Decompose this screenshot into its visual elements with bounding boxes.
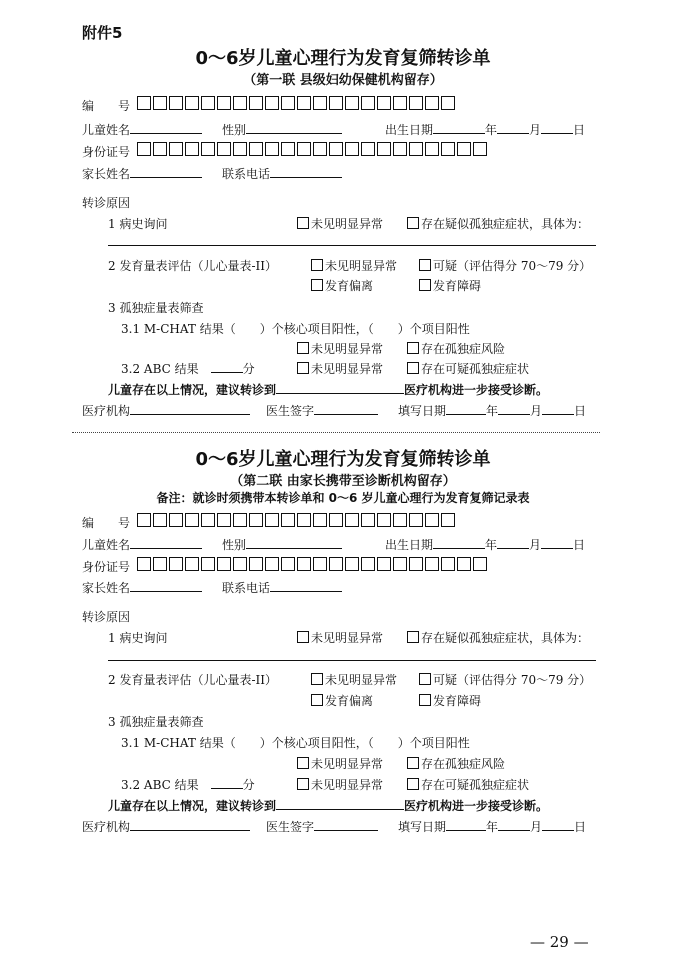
gender-field[interactable] <box>246 122 342 134</box>
child-name-row <box>82 121 202 138</box>
parent-name-row <box>82 165 202 182</box>
opt-autism-risk-1[interactable]: 存在孤独症风险 <box>407 340 505 357</box>
phone-label: 联系电话 <box>222 167 271 181</box>
opt-doubtful-1[interactable]: 可疑（评估得分 70～79 分） <box>419 257 591 274</box>
item3-label: 3 孤独症量表筛查 <box>108 715 204 729</box>
opt-suspected-autism-1[interactable]: 存在可疑孤独症症状 <box>407 360 529 377</box>
referral-row: 儿童存在以上情况，建议转诊到 医疗机构进一步接受诊断。 <box>108 799 549 813</box>
item1-label: 1 病史询问 <box>108 631 168 645</box>
child-name-field[interactable] <box>130 122 202 134</box>
attachment-label: 附件5 <box>82 24 123 42</box>
number-label: 编 号 <box>82 99 131 113</box>
form-subtitle-1: （第一联 县级妇幼保健机构留存） <box>243 73 443 88</box>
birth-date-row <box>385 121 585 138</box>
reason-title: 转诊原因 <box>82 196 131 210</box>
gender-label: 性别 <box>222 123 247 137</box>
form-title-1: 0～6岁儿童心理行为发育复筛转诊单 <box>195 48 491 69</box>
opt-doubtful-2[interactable]: 可疑（评估得分 70～79 分） <box>419 671 591 688</box>
opt-suspected-autism-2[interactable]: 存在可疑孤独症症状 <box>407 776 529 793</box>
item32-row: 3.2 ABC 结果 分 <box>121 778 255 792</box>
phone-row: 联系电话 <box>222 579 342 596</box>
doctor-row: 医生签字 <box>266 818 378 835</box>
gender-row: 性别 <box>222 536 342 553</box>
institution-row: 医疗机构 <box>82 402 250 419</box>
child-name-label: 儿童姓名 <box>82 123 131 137</box>
opt-no-abnormal-1[interactable]: 未见明显异常 <box>297 215 383 232</box>
number-boxes[interactable] <box>137 513 455 527</box>
phone-field[interactable] <box>270 166 342 178</box>
opt-no-abnormal-8[interactable]: 未见明显异常 <box>297 776 383 793</box>
gender-row <box>222 121 342 138</box>
opt-autism-risk-2[interactable]: 存在孤独症风险 <box>407 755 505 772</box>
referral-row: 儿童存在以上情况，建议转诊到 医疗机构进一步接受诊断。 <box>108 383 549 397</box>
opt-no-abnormal-3[interactable]: 未见明显异常 <box>297 340 383 357</box>
opt-dev-deviation-2[interactable]: 发育偏离 <box>311 692 373 709</box>
opt-no-abnormal-2[interactable]: 未见明显异常 <box>311 257 397 274</box>
form-subtitle-2: （第二联 由家长携带至诊断机构留存） <box>230 474 456 489</box>
specify-line-2[interactable] <box>108 660 596 661</box>
opt-no-abnormal-6[interactable]: 未见明显异常 <box>311 671 397 688</box>
item31-label: 3.1 M-CHAT 结果（ ）个核心项目阳性，（ ）个项目阳性 <box>121 736 470 750</box>
cut-line <box>72 432 600 433</box>
opt-no-abnormal-4[interactable]: 未见明显异常 <box>297 360 383 377</box>
checkbox[interactable] <box>297 217 309 229</box>
doctor-row: 医生签字 <box>266 402 378 419</box>
gender-field[interactable] <box>246 537 342 549</box>
child-name-row: 儿童姓名 <box>82 536 202 553</box>
parent-name-row: 家长姓名 <box>82 579 202 596</box>
checkbox[interactable] <box>407 217 419 229</box>
year-label: 年 <box>485 123 498 137</box>
item31-label: 3.1 M-CHAT 结果（ ）个核心项目阳性，（ ）个项目阳性 <box>121 322 470 336</box>
id-number-boxes[interactable] <box>137 142 487 156</box>
parent-name-label: 家长姓名 <box>82 167 131 181</box>
specify-line-1[interactable] <box>108 245 596 246</box>
birth-date-label: 出生日期 <box>385 123 434 137</box>
child-name-field[interactable] <box>130 537 202 549</box>
institution-row: 医疗机构 <box>82 818 250 835</box>
abc-score-field[interactable] <box>211 777 243 789</box>
id-number-label: 身份证号 <box>82 560 131 574</box>
opt-dev-disorder-2[interactable]: 发育障碍 <box>419 692 481 709</box>
opt-no-abnormal-7[interactable]: 未见明显异常 <box>297 755 383 772</box>
item3-label: 3 孤独症量表筛查 <box>108 301 204 315</box>
item2-label: 2 发育量表评估（儿心量表-II） <box>108 673 277 687</box>
month-label: 月 <box>529 123 542 137</box>
page-number: — 29 — <box>530 933 589 951</box>
abc-score-field[interactable] <box>211 361 243 373</box>
opt-suspected-specify-1[interactable]: 存在疑似孤独症症状，具体为： <box>407 215 589 232</box>
item2-label: 2 发育量表评估（儿心量表-II） <box>108 259 277 273</box>
id-number-label: 身份证号 <box>82 145 131 159</box>
referral-institution-field[interactable] <box>276 798 404 810</box>
fill-date-row: 填写日期 年 月 日 <box>398 820 587 834</box>
opt-dev-disorder-1[interactable]: 发育障碍 <box>419 277 481 294</box>
reason-title: 转诊原因 <box>82 610 131 624</box>
form-note: 备注：就诊时须携带本转诊单和 0～6 岁儿童心理行为发育复筛记录表 <box>156 491 530 505</box>
birth-date-row: 出生日期 年 月 日 <box>385 538 586 552</box>
opt-suspected-specify-2[interactable]: 存在疑似孤独症症状，具体为： <box>407 629 589 646</box>
referral-institution-field[interactable] <box>276 382 404 394</box>
day-label: 日 <box>573 123 586 137</box>
institution-field[interactable] <box>130 403 250 415</box>
phone-row <box>222 165 342 182</box>
opt-no-abnormal-5[interactable]: 未见明显异常 <box>297 629 383 646</box>
opt-dev-deviation-1[interactable]: 发育偏离 <box>311 277 373 294</box>
parent-name-field[interactable] <box>130 166 202 178</box>
birth-day-field[interactable] <box>541 122 573 134</box>
birth-month-field[interactable] <box>497 122 529 134</box>
id-number-boxes[interactable] <box>137 557 487 571</box>
number-boxes[interactable] <box>137 96 455 110</box>
birth-year-field[interactable] <box>433 122 485 134</box>
doctor-sign-field[interactable] <box>314 403 378 415</box>
form-title-2: 0～6岁儿童心理行为发育复筛转诊单 <box>195 449 491 470</box>
number-label: 编 号 <box>82 516 131 530</box>
fill-date-row: 填写日期 年 月 日 <box>398 404 587 418</box>
item32-row: 3.2 ABC 结果 分 <box>121 362 255 376</box>
item1-label: 1 病史询问 <box>108 217 168 231</box>
